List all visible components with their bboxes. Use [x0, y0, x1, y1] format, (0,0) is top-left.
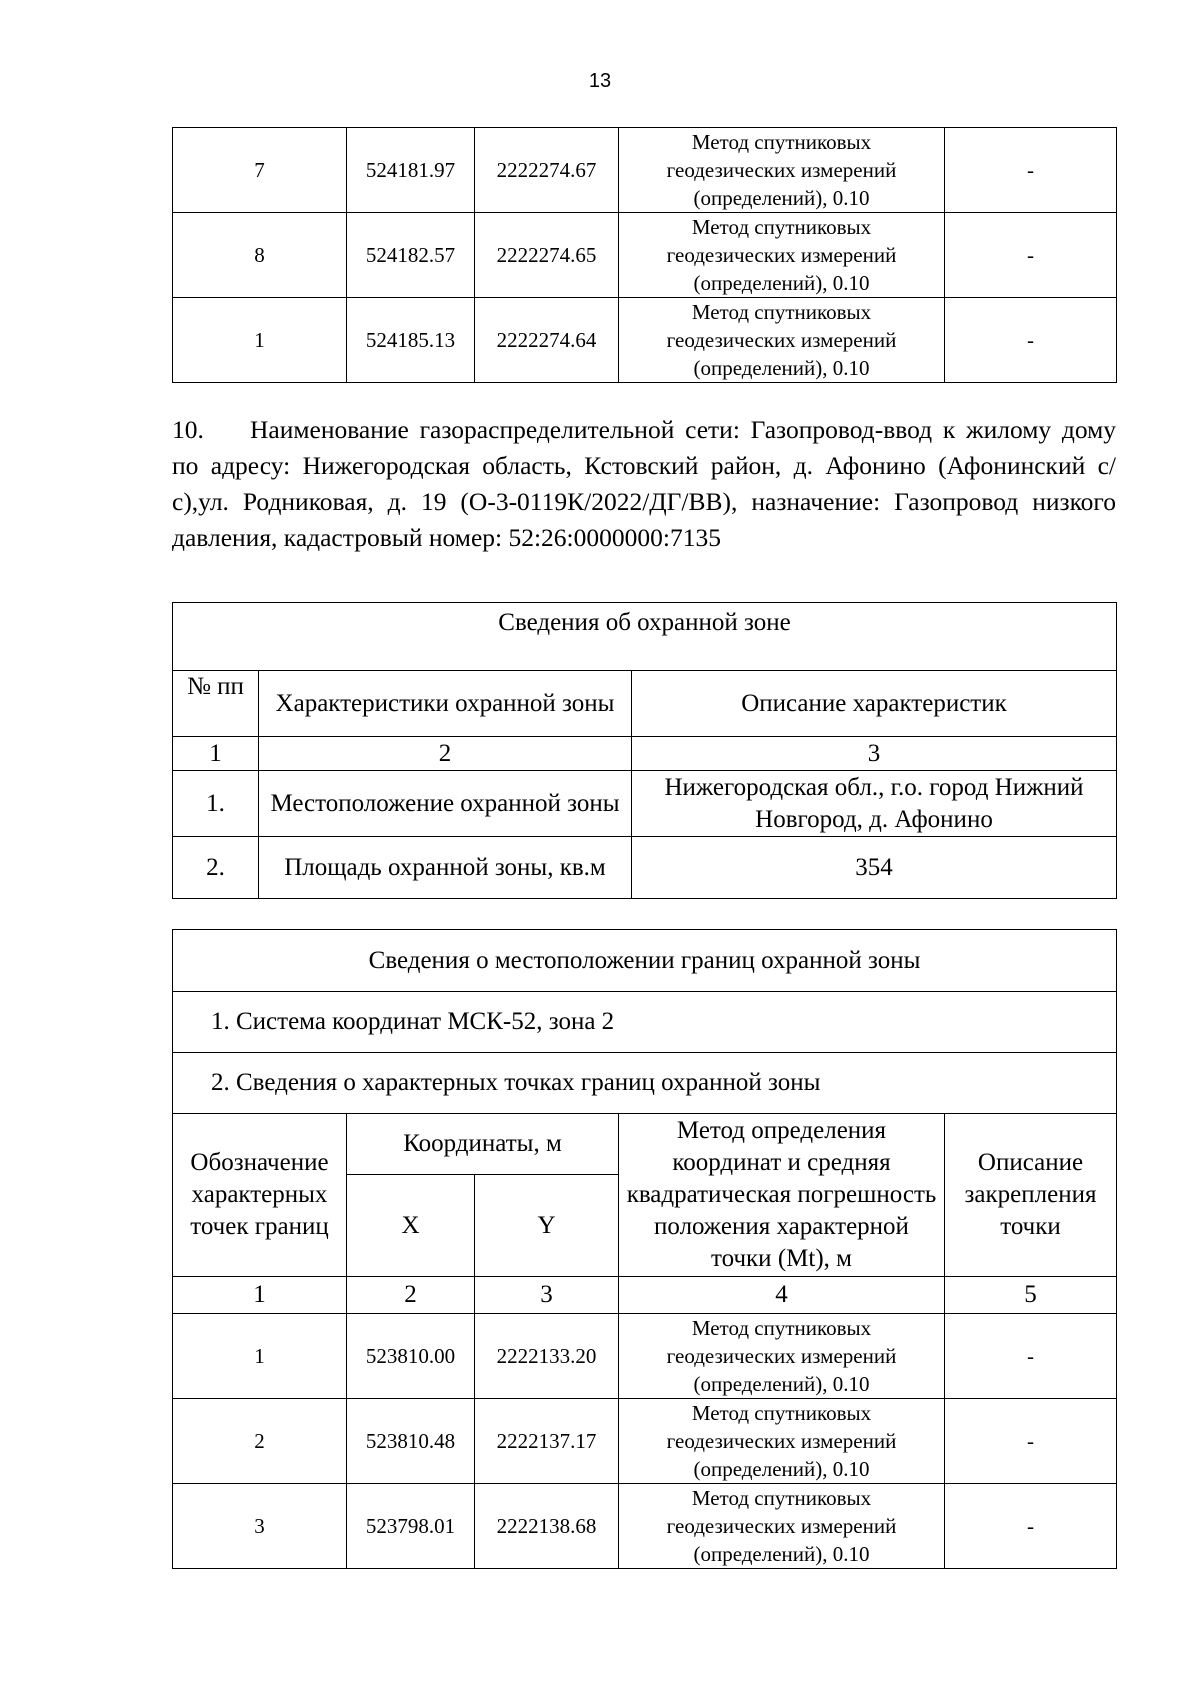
point-cell: 1	[173, 298, 347, 383]
point-cell: 2	[173, 1399, 347, 1484]
header-y: Y	[475, 1175, 619, 1277]
method-cell	[619, 213, 945, 298]
header-characteristic: Характеристики охранной зоны	[259, 671, 632, 737]
index-row	[173, 737, 1117, 771]
system-row	[173, 992, 1117, 1053]
y-cell: 2222138.68	[475, 1484, 619, 1569]
header-method: Метод определения координат и средняя квадратическая погрешность положения характерной точки (Mt), м	[619, 1114, 945, 1277]
x-cell: 523810.48	[347, 1399, 475, 1484]
table-row	[173, 1399, 1117, 1484]
method-line: геодезических измерений	[666, 1344, 897, 1368]
coordinate-system: 1. Система координат МСК-52, зона 2	[173, 992, 1117, 1053]
boundary-coordinates-table	[172, 929, 1117, 1569]
method-line: Метод спутниковых	[691, 1316, 872, 1340]
index-cell: 2	[347, 1277, 475, 1314]
description-cell: -	[945, 1484, 1117, 1569]
header-coordinates: Координаты, м	[347, 1114, 619, 1175]
method-line: геодезических измерений	[666, 1514, 897, 1538]
method-cell	[619, 298, 945, 383]
y-cell: 2222137.17	[475, 1399, 619, 1484]
points-caption: 2. Сведения о характерных точках границ охранной зоны	[173, 1053, 1117, 1114]
index-cell: 5	[945, 1277, 1117, 1314]
table-title: Сведения о местоположении границ охранной зоны	[173, 930, 1117, 992]
table-row	[173, 771, 1117, 837]
row-description: 354	[632, 837, 1117, 899]
x-cell: 524182.57	[347, 213, 475, 298]
row-description: Нижегородская обл., г.о. город Нижний Новгород, д. Афонино	[632, 771, 1117, 837]
x-cell: 524181.97	[347, 128, 475, 213]
y-cell: 2222274.67	[475, 128, 619, 213]
description-cell: -	[945, 128, 1117, 213]
description-cell: -	[945, 1314, 1117, 1399]
x-cell: 523798.01	[347, 1484, 475, 1569]
section-text: Наименование газораспределительной сети: Газопровод-ввод к жилому дому по адресу: Нижегородская область, Кстовский район, д. Афонино (Афонинский с/с),ул. Родниковая, д. 19 (О-3-0119К/2022/ДГ/ВВ), назначение: Газопровод низкого давления, кадастровый номер: 52:26:0000000:7135	[172, 415, 1116, 552]
header-description: Описание характеристик	[632, 671, 1117, 737]
method-line: геодезических измерений	[666, 1429, 897, 1453]
header-num: № пп	[173, 671, 259, 737]
point-cell: 3	[173, 1484, 347, 1569]
index-cell: 4	[619, 1277, 945, 1314]
table-header-row	[173, 1114, 1117, 1175]
table-title: Сведения об охранной зоне	[173, 603, 1117, 671]
method-line: Метод спутниковых	[691, 1401, 872, 1425]
row-num: 2.	[173, 837, 259, 899]
index-cell: 3	[632, 737, 1117, 771]
row-characteristic: Местоположение охранной зоны	[259, 771, 632, 837]
point-cell: 8	[173, 213, 347, 298]
table-header-row	[173, 671, 1117, 737]
method-line: (определений), 0.10	[693, 1457, 870, 1481]
zone-info-table	[172, 602, 1117, 899]
table-row	[173, 837, 1117, 899]
table-title-row	[173, 930, 1117, 992]
method-cell	[619, 1484, 945, 1569]
y-cell: 2222133.20	[475, 1314, 619, 1399]
x-cell: 524185.13	[347, 298, 475, 383]
method-cell	[619, 128, 945, 213]
y-cell: 2222274.65	[475, 213, 619, 298]
y-cell: 2222274.64	[475, 298, 619, 383]
method-cell	[619, 1314, 945, 1399]
header-designation: Обозначение характерных точек границ	[173, 1114, 347, 1277]
index-cell: 3	[475, 1277, 619, 1314]
table-row	[173, 213, 1117, 298]
method-line: (определений), 0.10	[693, 1542, 870, 1566]
method-line: (определений), 0.10	[693, 271, 870, 295]
table-row	[173, 128, 1117, 213]
point-cell: 1	[173, 1314, 347, 1399]
method-line: Метод спутниковых	[691, 215, 872, 239]
index-cell: 1	[173, 1277, 347, 1314]
method-line: геодезических измерений	[666, 158, 897, 182]
method-line: Метод спутниковых	[691, 130, 872, 154]
header-x: X	[347, 1175, 475, 1277]
page-number: 13	[588, 70, 612, 92]
index-row	[173, 1277, 1117, 1314]
point-cell: 7	[173, 128, 347, 213]
top-coordinates-table	[172, 127, 1117, 383]
method-line: геодезических измерений	[666, 243, 897, 267]
description-cell: -	[945, 213, 1117, 298]
table-title-row	[173, 603, 1117, 671]
method-line: (определений), 0.10	[693, 356, 870, 380]
description-cell: -	[945, 1399, 1117, 1484]
section-number: 10.	[172, 415, 204, 444]
table-row	[173, 298, 1117, 383]
section-paragraph	[172, 412, 1116, 556]
index-cell: 1	[173, 737, 259, 771]
table-row	[173, 1484, 1117, 1569]
index-cell: 2	[259, 737, 632, 771]
x-cell: 523810.00	[347, 1314, 475, 1399]
table-row	[173, 1314, 1117, 1399]
row-characteristic: Площадь охранной зоны, кв.м	[259, 837, 632, 899]
header-fixing: Описание закрепления точки	[945, 1114, 1117, 1277]
method-line: Метод спутниковых	[691, 300, 872, 324]
method-line: (определений), 0.10	[693, 1372, 870, 1396]
method-cell	[619, 1399, 945, 1484]
row-num: 1.	[173, 771, 259, 837]
caption-row	[173, 1053, 1117, 1114]
description-cell: -	[945, 298, 1117, 383]
method-line: Метод спутниковых	[691, 1486, 872, 1510]
method-line: геодезических измерений	[666, 328, 897, 352]
method-line: (определений), 0.10	[693, 186, 870, 210]
